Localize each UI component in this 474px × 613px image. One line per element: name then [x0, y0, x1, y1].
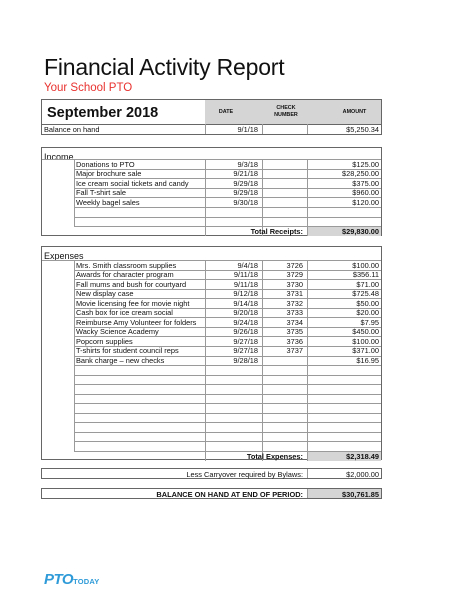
expenses-row-desc: Reimburse Amy Volunteer for folders [76, 317, 197, 327]
income-row-amount: $120.00 [352, 197, 379, 207]
pto-today-logo [44, 571, 100, 588]
divider [74, 432, 381, 433]
expenses-row-date: 9/27/18 [233, 346, 258, 356]
expenses-row-desc: Wacky Science Academy [76, 327, 159, 337]
expenses-row-amount: $450.00 [352, 327, 379, 337]
expenses-row-date: 9/20/18 [233, 308, 258, 318]
expenses-row-date: 9/4/18 [237, 260, 258, 270]
carryover-label: Less Carryover required by Bylaws: [186, 470, 303, 479]
balance-on-hand-amount: $5,250.34 [346, 125, 379, 134]
ending-balance-amount: $30,761.85 [342, 490, 379, 499]
income-row-date: 9/30/18 [233, 197, 258, 207]
income-heading: Income [44, 152, 74, 162]
logo-today-text: TODAY [73, 577, 100, 586]
carryover-amount: $2,000.00 [346, 470, 379, 479]
expenses-row-amount: $7.95 [360, 317, 379, 327]
expenses-row-check: 3733 [286, 308, 303, 318]
expenses-row-date: 9/11/18 [233, 270, 258, 280]
expenses-row-check: 3731 [286, 289, 303, 299]
expenses-table [41, 246, 382, 460]
divider [74, 413, 381, 414]
carryover-row [41, 468, 382, 479]
expenses-row-desc: Popcorn supplies [76, 336, 133, 346]
expenses-row-check: 3726 [286, 260, 303, 270]
expenses-row-amount: $725.48 [352, 289, 379, 299]
expenses-row-check: 3736 [286, 336, 303, 346]
expenses-row-date: 9/24/18 [233, 317, 258, 327]
expenses-row-check: 3737 [286, 346, 303, 356]
expenses-row-desc: Movie licensing fee for movie night [76, 298, 190, 308]
expenses-row-check: 3730 [286, 279, 303, 289]
divider [74, 441, 381, 442]
expenses-row-amount: $100.00 [352, 260, 379, 270]
income-table [41, 147, 382, 236]
summary-table [41, 99, 382, 135]
expenses-row-date: 9/12/18 [233, 289, 258, 299]
balance-on-hand-date: 9/1/18 [237, 125, 258, 134]
logo-pto-text: PTO [44, 571, 74, 588]
expenses-row-desc: Bank charge – new checks [76, 356, 165, 365]
expenses-row-date: 9/26/18 [233, 327, 258, 337]
expenses-row-amount: $356.11 [352, 270, 379, 280]
ending-balance-label: BALANCE ON HAND AT END OF PERIOD: [156, 490, 303, 499]
expenses-row-amount: $371.00 [352, 346, 379, 356]
income-row-date: 9/29/18 [233, 178, 258, 188]
report-month: September 2018 [47, 105, 159, 121]
income-row-desc: Donations to PTO [76, 159, 135, 169]
expenses-row-desc: Awards for character program [76, 270, 174, 280]
income-row-date: 9/29/18 [233, 188, 258, 198]
income-row-amount: $125.00 [352, 159, 379, 169]
income-row-desc: Fall T-shirt sale [76, 188, 126, 198]
expenses-row-date: 9/14/18 [233, 298, 258, 308]
expenses-row-desc: T-shirts for student council reps [76, 346, 179, 356]
income-row-desc: Ice cream social tickets and candy [76, 178, 189, 188]
expenses-row-desc: Fall mums and bush for courtyard [76, 279, 187, 289]
expenses-heading: Expenses [44, 251, 84, 261]
divider [74, 422, 381, 423]
income-row-date: 9/21/18 [233, 169, 258, 179]
income-row-amount: $28,250.00 [342, 169, 379, 179]
ending-balance-row [41, 488, 382, 499]
report-title: Financial Activity Report [44, 54, 285, 80]
expenses-row-amount: $16.95 [356, 356, 379, 365]
income-row-date: 9/3/18 [237, 159, 258, 169]
expenses-row-date: 9/28/18 [233, 356, 258, 365]
expenses-row-amount: $71.00 [356, 279, 379, 289]
divider [74, 365, 381, 366]
date-column-header: DATE [218, 109, 234, 115]
divider [74, 384, 381, 385]
divider [74, 375, 381, 376]
expenses-row-check: 3729 [286, 270, 303, 280]
expenses-row-check: 3734 [286, 317, 303, 327]
expenses-row-amount: $100.00 [352, 336, 379, 346]
report-subtitle: Your School PTO [44, 82, 133, 94]
divider [262, 124, 263, 134]
divider [74, 403, 381, 404]
income-total-amount: $29,830.00 [342, 226, 379, 236]
expenses-row-check: 3732 [286, 298, 303, 308]
divider [74, 207, 381, 208]
expenses-row-desc: Cash box for ice cream social [76, 308, 173, 318]
amount-column-header: AMOUNT [342, 109, 367, 115]
divider [74, 394, 381, 395]
expenses-total-amount: $2,318.49 [346, 451, 379, 461]
balance-on-hand-label: Balance on hand [44, 125, 100, 134]
expenses-total-label: Total Expenses: [246, 451, 303, 461]
expenses-row-amount: $50.00 [356, 298, 379, 308]
income-row-desc: Weekly bagel sales [76, 197, 140, 207]
expenses-row-check: 3735 [286, 327, 303, 337]
expenses-row-amount: $20.00 [356, 308, 379, 318]
income-row-amount: $960.00 [352, 188, 379, 198]
expenses-row-desc: New display case [76, 289, 134, 299]
income-total-label: Total Receipts: [250, 226, 303, 236]
check-number-column-header: CHECK NUMBER [274, 105, 298, 118]
income-row-amount: $375.00 [352, 178, 379, 188]
expenses-row-desc: Mrs. Smith classroom supplies [76, 260, 177, 270]
expenses-row-date: 9/27/18 [233, 336, 258, 346]
income-row-desc: Major brochure sale [76, 169, 142, 179]
divider [74, 217, 381, 218]
expenses-row-date: 9/11/18 [233, 279, 258, 289]
